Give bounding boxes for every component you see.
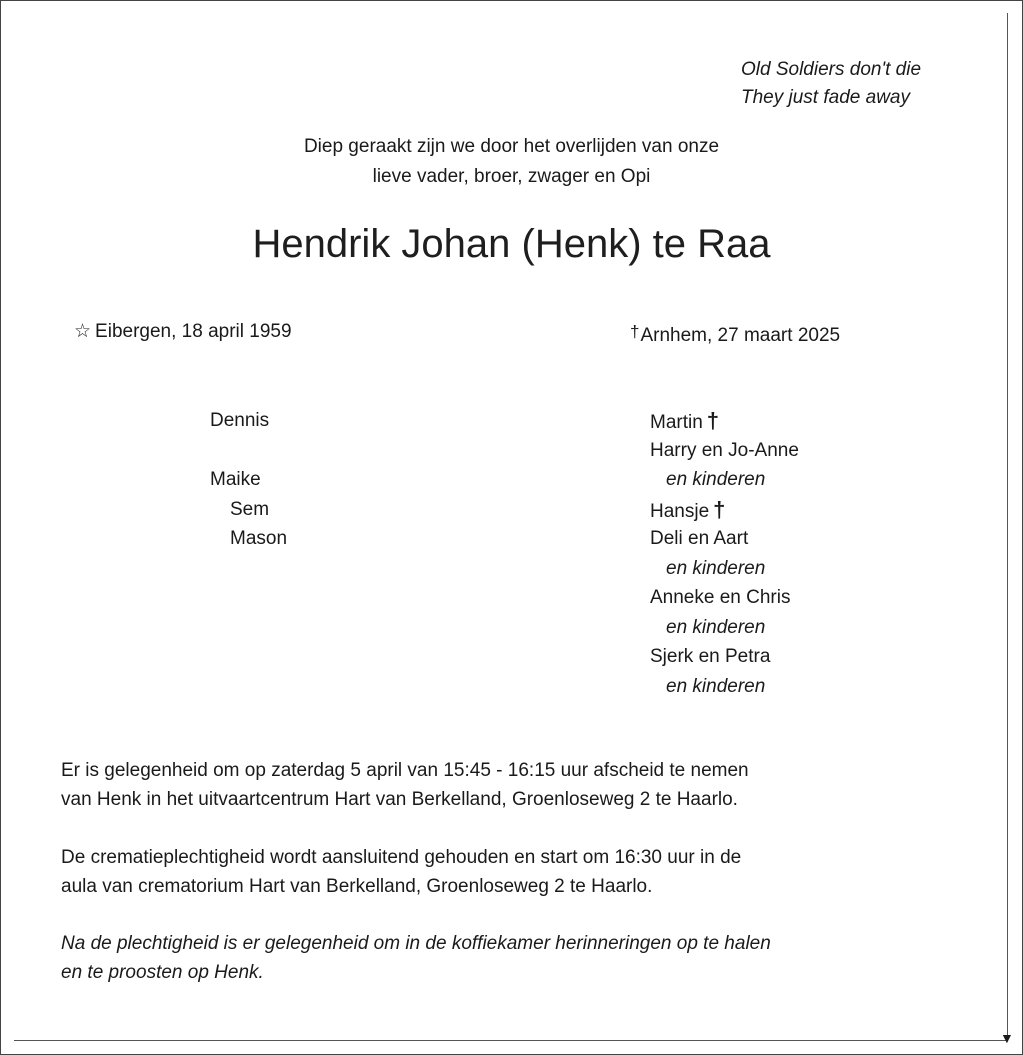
motto-line-1: Old Soldiers don't die — [741, 59, 922, 80]
family-sub: en kinderen — [666, 675, 766, 697]
family-member: Sjerk en Petra — [650, 646, 771, 667]
family-sub: en kinderen — [666, 557, 766, 579]
family-member: Sem — [230, 498, 270, 520]
family-right — [650, 406, 799, 701]
spacer — [210, 436, 287, 466]
deceased-name: Hendrik Johan (Henk) te Raa — [252, 222, 771, 266]
paragraph-line: De crematieplechtigheid wordt aansluitend gehouden en start om 16:30 uur in de — [61, 847, 742, 868]
paragraph-line: Na de plechtigheid is er gelegenheid om in de koffiekamer herinneringen op te halen — [61, 933, 771, 954]
dagger-icon: † — [630, 322, 640, 341]
family-member: Mason — [230, 528, 288, 549]
closing-paragraph — [61, 929, 771, 987]
family-sub: en kinderen — [666, 469, 766, 490]
paragraph-line: Er is gelegenheid om op zaterdag 5 april van 15:45 - 16:15 uur afscheid te nemen — [61, 760, 749, 781]
paragraph-line: aula van crematorium Hart van Berkelland, Groenloseweg 2 te Haarlo. — [61, 876, 653, 897]
scroll-down-arrow-icon[interactable]: ▼ — [1000, 1030, 1014, 1046]
family-member: Deli en Aart — [650, 528, 749, 549]
motto-line-2: They just fade away — [741, 87, 910, 108]
cremation-paragraph — [61, 843, 741, 901]
family-left — [210, 406, 287, 554]
birth-info — [74, 318, 292, 346]
intro-line-2: lieve vader, broer, zwager en Opi — [372, 166, 651, 187]
death-info — [630, 318, 840, 350]
cross-icon: † — [706, 408, 720, 433]
farewell-paragraph — [61, 756, 749, 814]
family-member: Martin † — [650, 408, 720, 433]
paragraph-line: en te proosten op Henk. — [61, 962, 264, 983]
family-member: Dennis — [210, 410, 270, 431]
family-member: Maike — [210, 469, 261, 490]
death-text: Arnhem, 27 maart 2025 — [640, 325, 841, 346]
motto — [741, 56, 921, 112]
birth-text: Eibergen, 18 april 1959 — [95, 321, 292, 342]
cross-icon: † — [713, 496, 726, 522]
family-member: Hansje † — [650, 496, 726, 522]
family-member: Anneke en Chris — [650, 587, 791, 608]
paragraph-line: van Henk in het uitvaartcentrum Hart van Berkelland, Groenloseweg 2 te Haarlo. — [61, 789, 738, 810]
intro-line-1: Diep geraakt zijn we door het overlijden van onze — [303, 136, 720, 157]
star-icon: ☆ — [74, 321, 92, 342]
intro-text — [0, 132, 1023, 192]
family-sub: en kinderen — [666, 616, 766, 638]
family-member: Harry en Jo-Anne — [650, 439, 799, 461]
